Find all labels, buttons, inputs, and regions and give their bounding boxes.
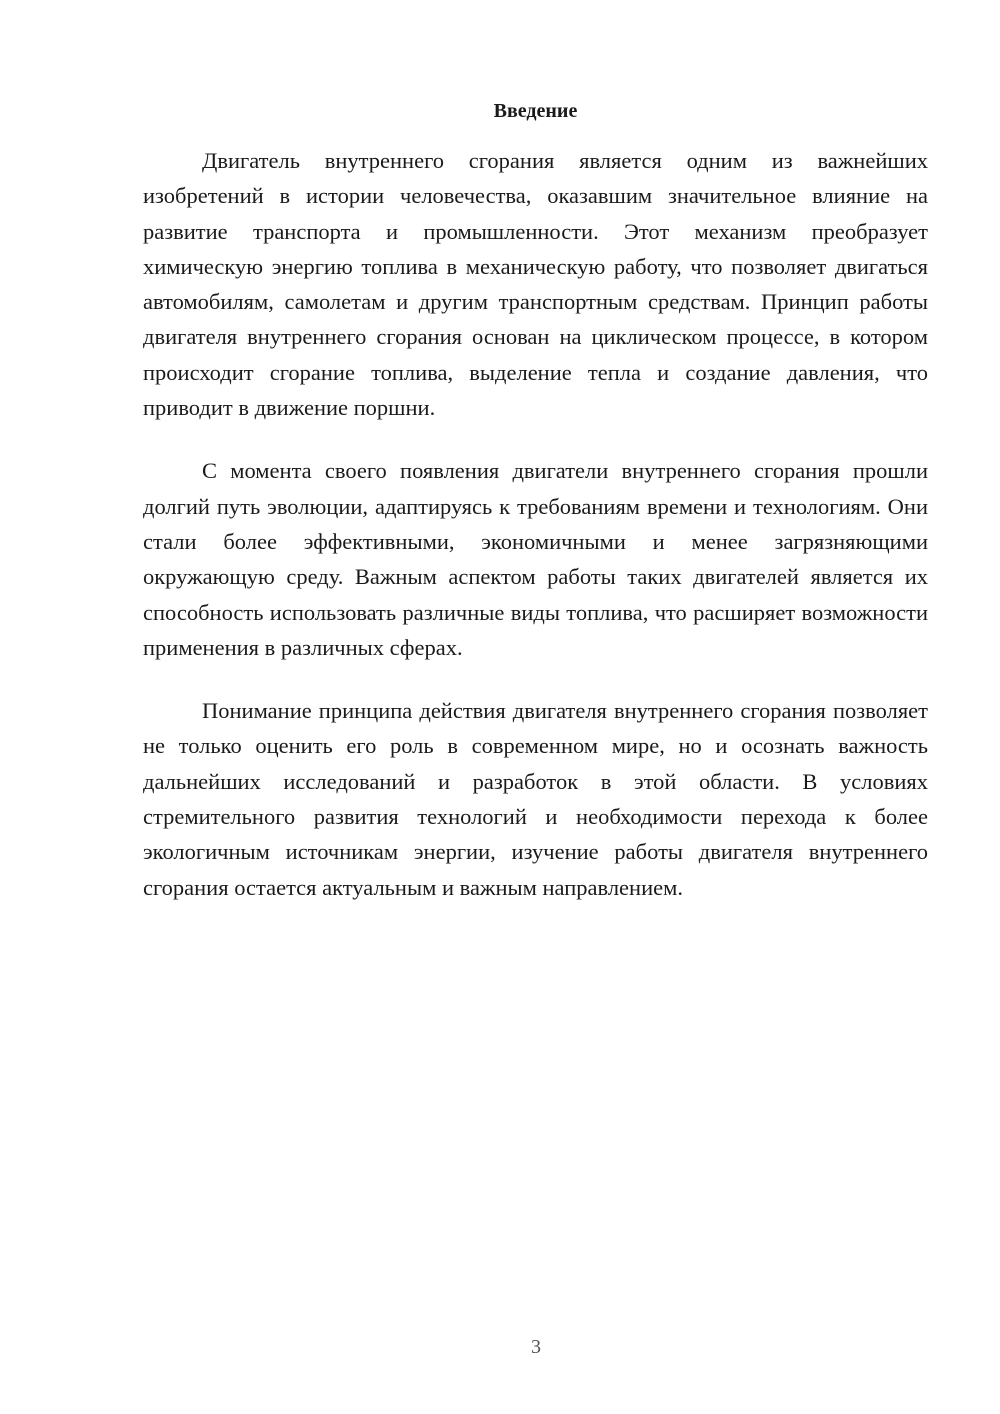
page-number: 3 xyxy=(531,1336,541,1358)
section-heading: Введение xyxy=(493,100,578,122)
paragraph-2: С момента своего появления двигатели внутреннего сгорания прошли долгий путь эволюции, адаптируясь к требованиям времени и технологиям. Они стали более эффективными, экономичными и менее загрязняющими окружающую среду. Важным аспектом работы таких двигателей является их способность использовать различные виды топлива, что расширяет возможности применения в различных сферах. xyxy=(143,458,928,660)
body-text xyxy=(143,143,928,933)
paragraph-3: Понимание принципа действия двигателя внутреннего сгорания позволяет не только оценить его роль в современном мире, но и осознать важность дальнейших исследований и разработок в этой области. В условиях стремительного развития технологий и необходимости перехода к более экологичным источникам энергии, изучение работы двигателя внутреннего сгорания остается актуальным и важным направлением. xyxy=(143,698,928,900)
paragraph-1: Двигатель внутреннего сгорания является одним из важнейших изобретений в истории человечества, оказавшим значительное влияние на развитие транспорта и промышленности. Этот механизм преобразует химическую энергию топлива в механическую работу, что позволяет двигаться автомобилям, самолетам и другим транспортным средствам. Принцип работы двигателя внутреннего сгорания основан на циклическом процессе, в котором происходит сгорание топлива, выделение тепла и создание давления, что приводит в движение поршни. xyxy=(143,148,928,421)
